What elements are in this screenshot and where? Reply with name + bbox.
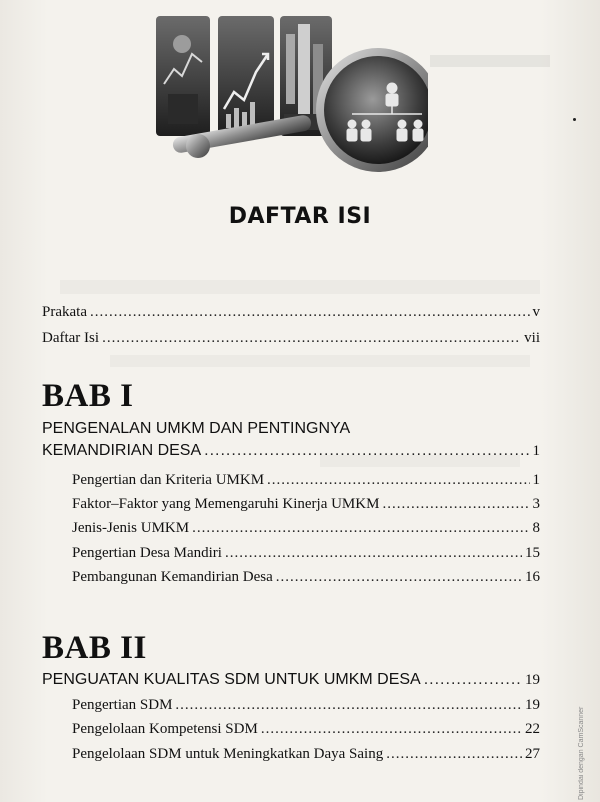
toc-page: 1 xyxy=(532,443,540,459)
toc-entry-section[interactable] xyxy=(72,721,540,738)
toc-page: 15 xyxy=(525,545,540,561)
toc-label: Pengertian Desa Mandiri xyxy=(72,545,222,561)
chapter-heading: PENGENALAN UMKM DAN PENTINGNYA xyxy=(42,420,351,437)
toc-label: Pengertian dan Kriteria UMKM xyxy=(72,472,265,488)
toc-entry-section[interactable] xyxy=(72,697,540,714)
leader-dots xyxy=(424,671,522,689)
toc-page: 8 xyxy=(532,520,540,536)
leader-dots xyxy=(204,442,529,460)
toc-page: 3 xyxy=(532,496,540,512)
leader-dots xyxy=(382,496,529,513)
toc-label: Pembangunan Kemandirian Desa xyxy=(72,569,273,585)
toc-page: 16 xyxy=(525,569,540,585)
toc-label: Prakata xyxy=(42,304,87,320)
toc-label: Daftar Isi xyxy=(42,330,100,346)
toc-entry-section[interactable] xyxy=(72,472,540,489)
toc-entry-chapter-2[interactable] xyxy=(42,671,540,689)
ink-speck xyxy=(573,118,576,121)
toc-label: Pengelolaan SDM untuk Meningkatkan Daya Saing xyxy=(72,746,384,762)
toc-entry-chapter-1[interactable] xyxy=(42,442,540,460)
toc-page: 22 xyxy=(525,721,540,737)
chapter-heading: KEMANDIRIAN DESA xyxy=(42,442,202,459)
leader-dots xyxy=(386,746,522,763)
toc-page: 1 xyxy=(532,472,540,488)
chapter-label: BAB I xyxy=(42,378,134,414)
toc-page: vii xyxy=(524,330,540,346)
magnifier-lens xyxy=(324,56,428,164)
chapter-heading: PENGUATAN KUALITAS SDM UNTUK UMKM DESA xyxy=(42,671,421,688)
business-illustration xyxy=(152,14,428,190)
toc-page: 27 xyxy=(525,746,540,762)
leader-dots xyxy=(267,472,529,489)
show-through: ▬▬▬ xyxy=(430,31,550,76)
toc-page: 19 xyxy=(525,672,540,688)
show-through xyxy=(60,280,540,294)
toc-label: Pengertian SDM xyxy=(72,697,173,713)
chapter-label: BAB II xyxy=(42,630,147,666)
toc-entry-daftar-isi[interactable] xyxy=(42,330,540,347)
toc-entry-section[interactable] xyxy=(72,496,540,513)
leader-dots xyxy=(90,304,530,321)
leader-dots xyxy=(276,569,522,586)
toc-entry-section[interactable] xyxy=(72,746,540,763)
scanner-watermark: Dipindai dengan CamScanner xyxy=(578,706,585,800)
leader-dots xyxy=(225,545,522,562)
toc-label: Pengelolaan Kompetensi SDM xyxy=(72,721,258,737)
page-title: DAFTAR ISI xyxy=(228,204,372,229)
toc-entry-prakata[interactable] xyxy=(42,304,540,321)
toc-page: 19 xyxy=(525,697,540,713)
show-through xyxy=(110,355,530,367)
toc-entry-section[interactable] xyxy=(72,545,540,562)
toc-entry-section[interactable] xyxy=(72,569,540,586)
toc-label: Jenis-Jenis UMKM xyxy=(72,520,190,536)
toc-page: v xyxy=(532,304,540,320)
toc-entry-section[interactable] xyxy=(72,520,540,537)
leader-dots xyxy=(192,520,529,537)
toc-label: Faktor–Faktor yang Memengaruhi Kinerja UMKM xyxy=(72,496,380,512)
leader-dots xyxy=(175,697,522,714)
leader-dots xyxy=(102,330,521,347)
leader-dots xyxy=(261,721,522,738)
